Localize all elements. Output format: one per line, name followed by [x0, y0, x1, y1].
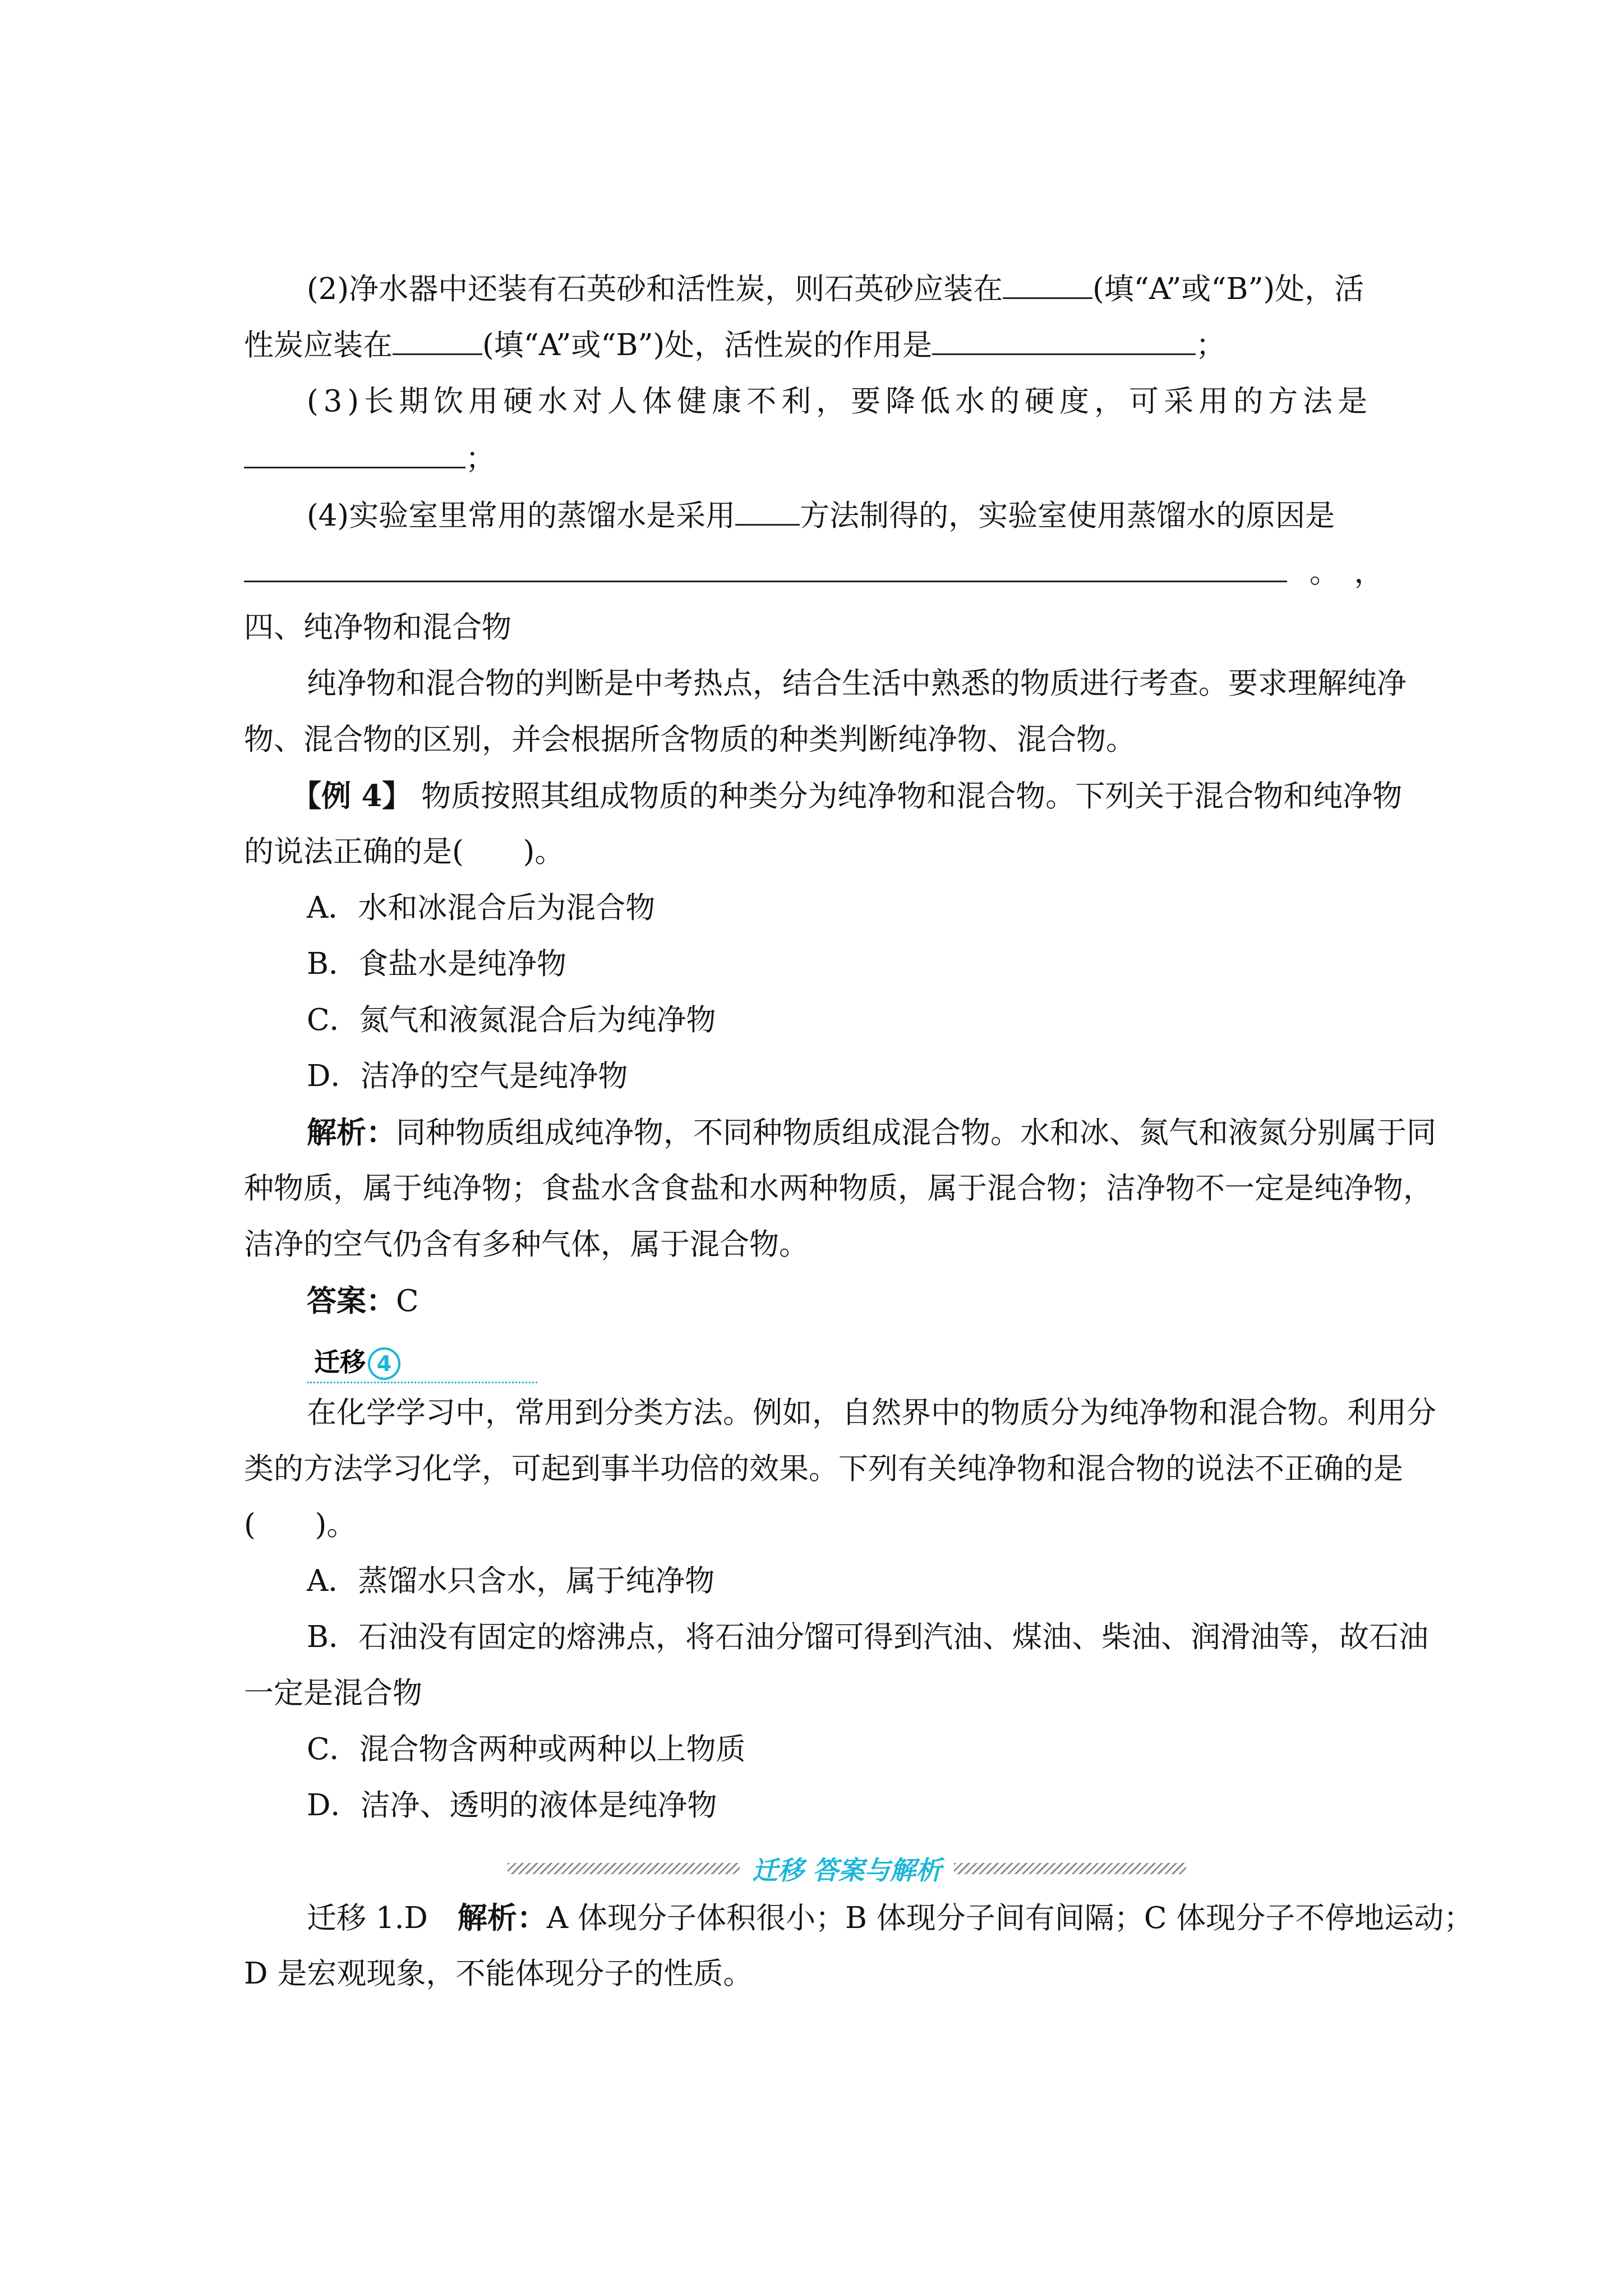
- analysis-text: A 体现分子体积很小；B 体现分子间有间隔；C 体现分子不停地运动；: [546, 1901, 1474, 1935]
- transfer-4-option-c: C．混合物含两种或两种以上物质: [307, 1732, 746, 1766]
- answer-value: C: [396, 1284, 419, 1318]
- example-4-analysis-1: [307, 1112, 1436, 1153]
- example-stem: 物质按照其组成物质的种类分为纯净物和混合物。下列关于混合物和纯净物: [412, 779, 1403, 813]
- q3-text: ；: [465, 441, 495, 476]
- example-4-stem-2: 的说法正确的是( )。: [244, 835, 565, 869]
- example-4-answer: [307, 1281, 419, 1322]
- section-intro-2: 物、混合物的区别，并会根据所含物质的种类判断纯净物、混合物。: [244, 723, 1136, 757]
- transfer-label-text: 迁移: [314, 1347, 366, 1377]
- q3-line-1: (3)长期饮用硬水对人体健康不利，要降低水的硬度，可采用的方法是: [307, 384, 1373, 418]
- q3-line-2: [244, 438, 495, 479]
- transfer-4-option-b-1: B．石油没有固定的熔沸点，将石油分馏可得到汽油、煤油、柴油、润滑油等，故石油: [307, 1620, 1428, 1654]
- answer-blank[interactable]: [1003, 268, 1092, 299]
- example-4-analysis-3: 洁净的空气仍含有多种气体，属于混合物。: [244, 1227, 809, 1262]
- answer-prefix: 迁移 1.D: [307, 1901, 458, 1935]
- example-4-option-c: C．氮气和液氮混合后为纯净物: [307, 1003, 716, 1037]
- transfer-4-label: [314, 1342, 400, 1380]
- answers-banner: [508, 1855, 1186, 1883]
- transfer-4-option-b-2: 一定是混合物: [244, 1676, 422, 1710]
- analysis-label: 解析：: [457, 1901, 547, 1935]
- analysis-text: 同种物质组成纯净物，不同种物质组成混合物。水和冰、氮气和液氮分别属于同: [396, 1116, 1436, 1150]
- q2-text: 性炭应装在: [244, 328, 393, 362]
- example-4-stem-1: [292, 776, 1402, 817]
- q4-text: (4)实验室里常用的蒸馏水是采用: [307, 499, 736, 533]
- q2-text: (填“A”或“B”)处，活性炭的作用是: [482, 328, 933, 362]
- answer-1-line-1: [307, 1898, 1473, 1939]
- analysis-label: 解析：: [307, 1115, 396, 1150]
- example-label: 【例 4】: [292, 779, 412, 813]
- banner-hatch-right: [954, 1863, 1186, 1874]
- answer-blank[interactable]: [244, 438, 465, 468]
- section-heading: 四、纯净物和混合物: [244, 610, 511, 645]
- answer-blank[interactable]: [393, 324, 482, 355]
- q4-text: 。 ，: [1310, 555, 1384, 590]
- q4-line-2: [244, 551, 1384, 593]
- answer-blank[interactable]: [244, 551, 1287, 582]
- transfer-4-option-a: A．蒸馏水只含水，属于纯净物: [307, 1564, 715, 1598]
- q4-text: 方法制得的，实验室使用蒸馏水的原因是: [800, 499, 1335, 533]
- example-4-option-a: A．水和冰混合后为混合物: [307, 891, 656, 925]
- section-intro-1: 纯净物和混合物的判断是中考热点，结合生活中熟悉的物质进行考查。要求理解纯净: [307, 666, 1407, 701]
- transfer-4-stem-1: 在化学学习中，常用到分类方法。例如，自然界中的物质分为纯净物和混合物。利用分: [307, 1396, 1436, 1430]
- transfer-4-stem-3: ( )。: [244, 1508, 357, 1542]
- q2-line-2: [244, 324, 1225, 366]
- transfer-4-option-d: D．洁净、透明的液体是纯净物: [307, 1788, 717, 1823]
- circled-number-icon: 4: [368, 1347, 400, 1380]
- q2-line-1: [307, 268, 1364, 310]
- q2-text: (填“A”或“B”)处，活: [1092, 272, 1364, 306]
- answer-label: 答案：: [307, 1283, 396, 1318]
- answer-blank[interactable]: [735, 495, 800, 526]
- example-4-option-d: D．洁净的空气是纯净物: [307, 1059, 628, 1093]
- transfer-label-underline: [307, 1382, 537, 1383]
- example-4-analysis-2: 种物质，属于纯净物；食盐水含食盐和水两种物质，属于混合物；洁净物不一定是纯净物，: [244, 1171, 1433, 1205]
- q2-text: (2)净水器中还装有石英砂和活性炭，则石英砂应装在: [307, 272, 1003, 306]
- transfer-4-stem-2: 类的方法学习化学，可起到事半功倍的效果。下列有关纯净物和混合物的说法不正确的是: [244, 1452, 1403, 1486]
- answer-blank[interactable]: [932, 324, 1196, 355]
- banner-hatch-left: [508, 1863, 740, 1874]
- banner-title: 迁移 答案与解析: [752, 1855, 942, 1885]
- q4-line-1: [307, 495, 1335, 536]
- q2-text: ；: [1196, 328, 1226, 362]
- answer-1-line-2: D 是宏观现象，不能体现分子的性质。: [244, 1957, 753, 1991]
- example-4-option-b: B．食盐水是纯净物: [307, 947, 566, 981]
